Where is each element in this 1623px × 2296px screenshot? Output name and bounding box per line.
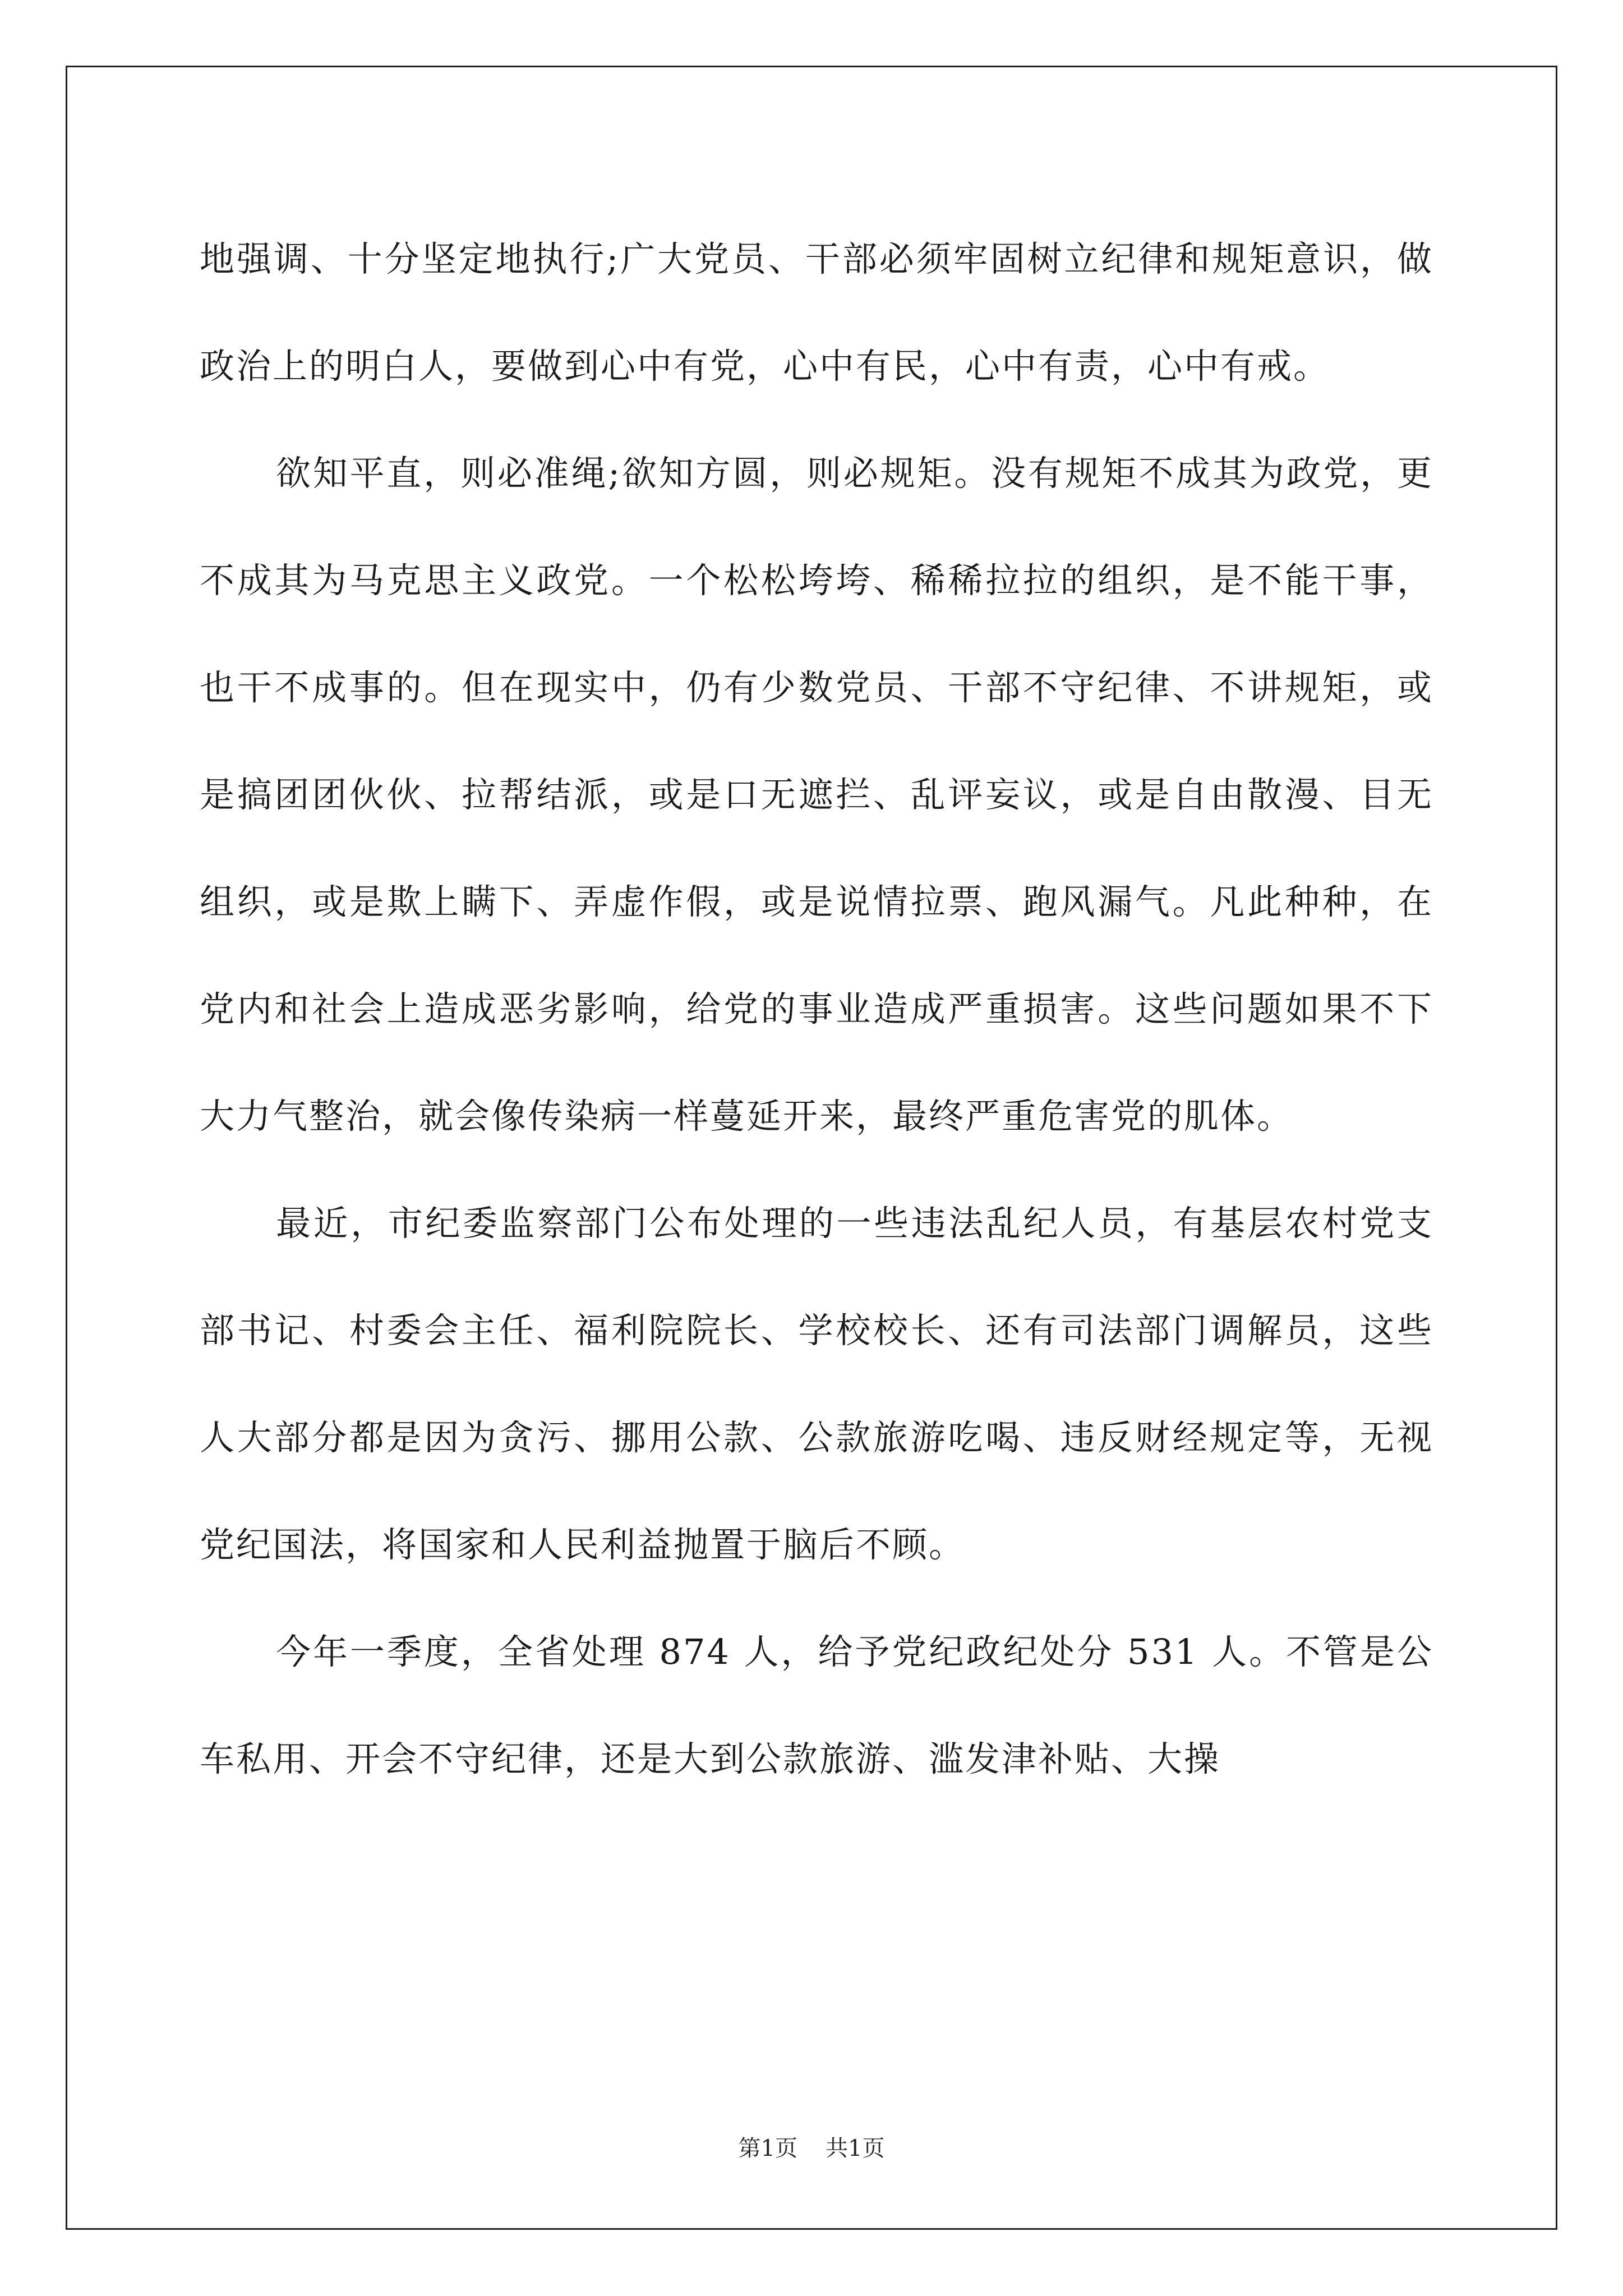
document-body [200, 205, 1433, 1812]
paragraph-1: 地强调、十分坚定地执行;广大党员、干部必须牢固树立纪律和规矩意识，做政治上的明白人，要做到心中有党，心中有民，心中有责，心中有戒。 [200, 238, 1433, 386]
paragraph-3: 最近，市纪委监察部门公布处理的一些违法乱纪人员，有基层农村党支部书记、村委会主任、福利院院长、学校校长、还有司法部门调解员，这些人大部分都是因为贪污、挪用公款、公款旅游吃喝、违反财经规定等，无视党纪国法，将国家和人民利益抛置于脑后不顾。 [200, 1203, 1433, 1565]
paragraph-2: 欲知平直，则必准绳;欲知方圆，则必规矩。没有规矩不成其为政党，更不成其为马克思主义政党。一个松松垮垮、稀稀拉拉的组织，是不能干事，也干不成事的。但在现实中，仍有少数党员、干部不守纪律、不讲规矩，或是搞团团伙伙、拉帮结派，或是口无遮拦、乱评妄议，或是自由散漫、目无组织，或是欺上瞒下、弄虚作假，或是说情拉票、跑风漏气。凡此种种，在党内和社会上造成恶劣影响，给党的事业造成严重损害。这些问题如果不下大力气整治，就会像传染病一样蔓延开来，最终严重危害党的肌体。 [200, 453, 1433, 1137]
paragraph-4: 今年一季度，全省处理 874 人，给予党纪政纪处分 531 人。不管是公车私用、开会不守纪律，还是大到公款旅游、滥发津补贴、大操 [200, 1631, 1433, 1779]
page-number: 第1页 [738, 2136, 797, 2161]
page-footer [0, 2132, 1623, 2165]
page-total: 共1页 [826, 2136, 885, 2161]
